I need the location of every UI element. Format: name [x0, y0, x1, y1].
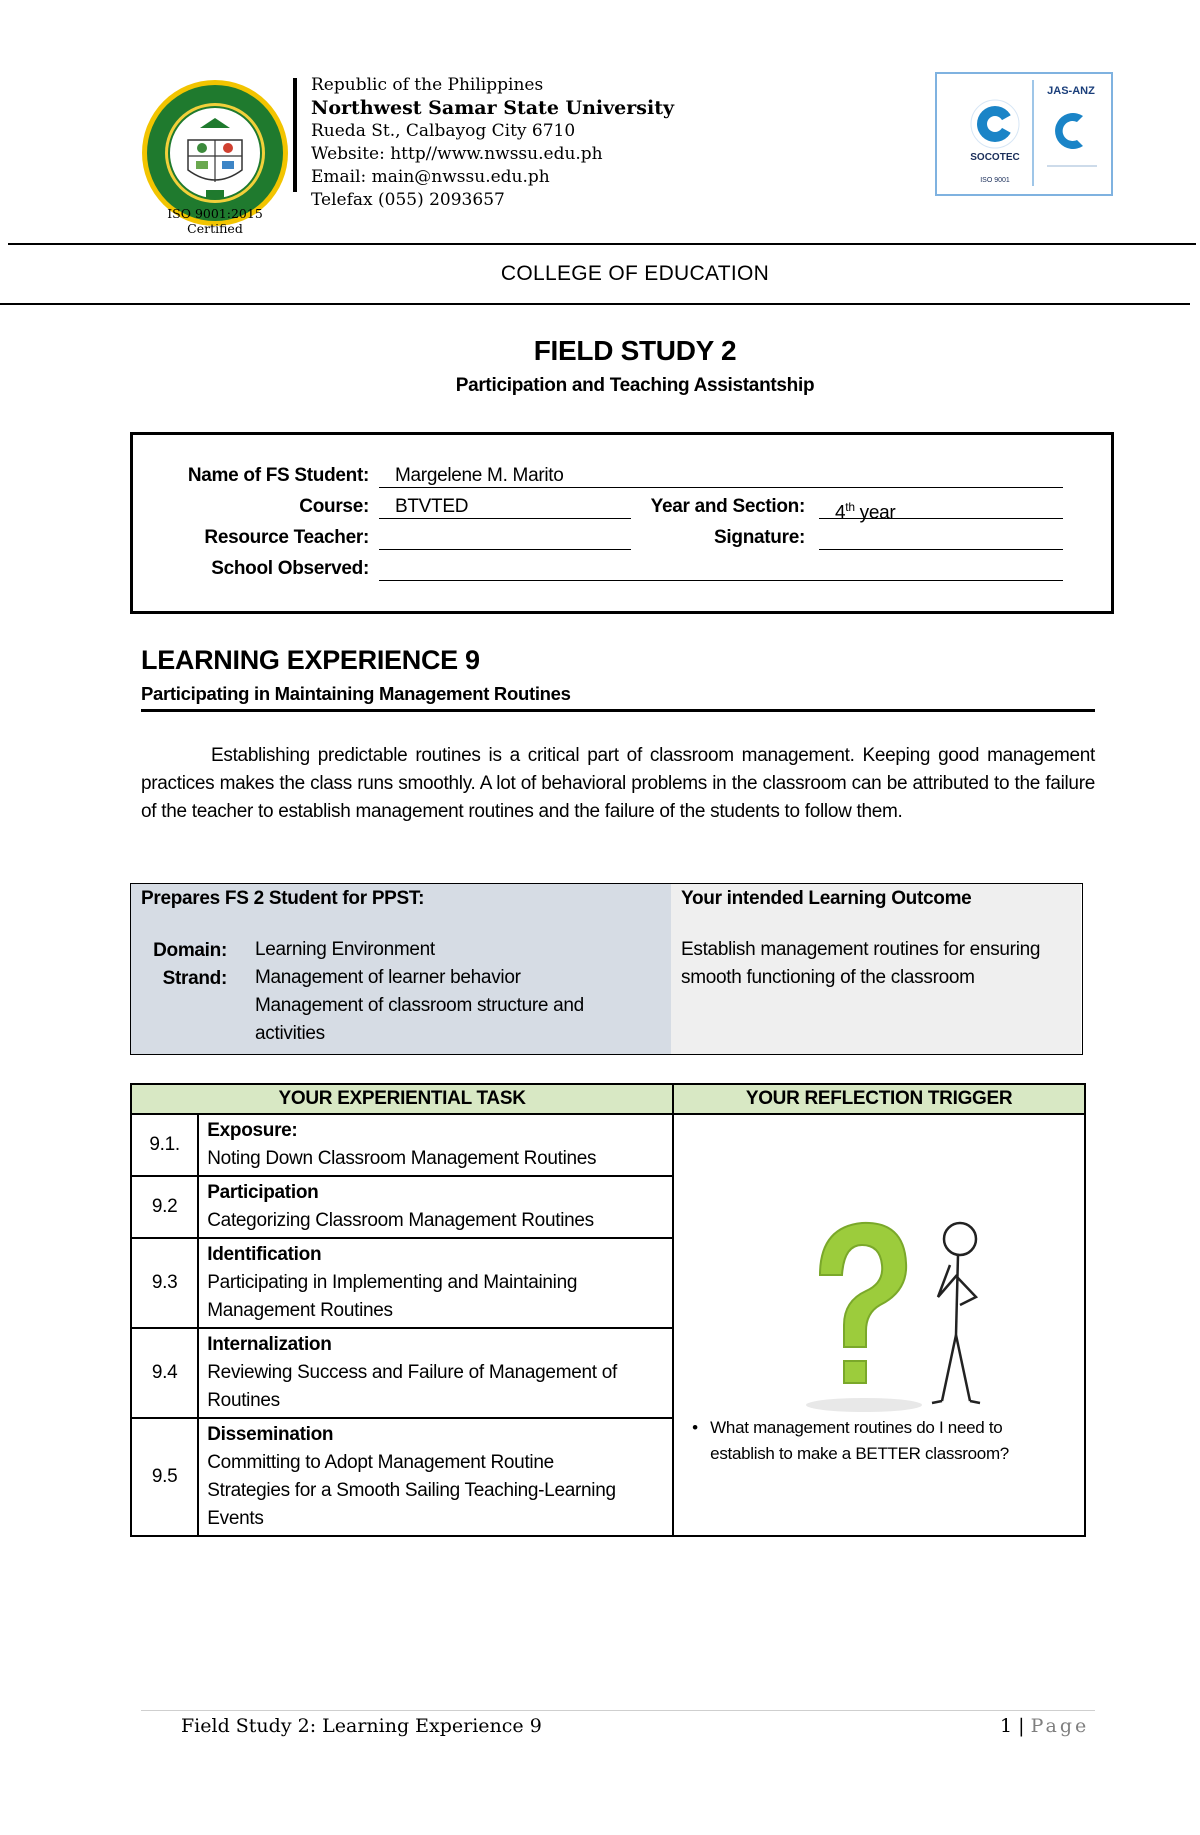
resource-teacher-field[interactable] — [379, 528, 631, 550]
learning-experience-subtitle: Participating in Maintaining Management Routines — [141, 683, 571, 704]
task-description — [198, 1328, 673, 1418]
university-address-block — [311, 74, 674, 212]
page-separator: | — [1012, 1715, 1031, 1737]
page-title: FIELD STUDY 2 — [533, 335, 737, 366]
task-line: Management Routines — [207, 1300, 393, 1321]
republic-text: Republic of the Philippines — [311, 75, 544, 95]
name-field[interactable]: Margelene M. Marito — [379, 466, 1063, 488]
task-table-header — [131, 1084, 1085, 1114]
strand-value-1: Management of learner behavior — [255, 967, 521, 988]
task-title: Internalization — [207, 1334, 332, 1355]
student-info-box — [130, 432, 1114, 614]
website-text: Website: http//www.nwssu.edu.ph — [311, 144, 603, 164]
ppst-table — [130, 883, 1083, 1055]
task-title: Participation — [207, 1182, 319, 1203]
year-section-label: Year and Section: — [650, 496, 805, 517]
task-line: Committing to Adopt Management Routine — [207, 1452, 554, 1473]
year-number: 4 — [835, 502, 846, 524]
task-title: Exposure: — [207, 1120, 298, 1141]
learning-experience-title: LEARNING EXPERIENCE 9 — [141, 645, 480, 675]
task-line: Strategies for a Smooth Sailing Teaching-Learning — [207, 1480, 616, 1501]
footer-title: Field Study 2: Learning Experience 9 — [181, 1715, 542, 1737]
bullet-icon: • — [692, 1418, 698, 1437]
course-field[interactable]: BTVTED — [379, 497, 631, 519]
task-description — [198, 1418, 673, 1536]
outcome-heading: Your intended Learning Outcome — [681, 888, 972, 909]
college-name: COLLEGE OF EDUCATION — [500, 262, 770, 285]
street-address: Rueda St., Calbayog City 6710 — [311, 121, 576, 141]
telefax-text: Telefax (055) 2093657 — [311, 190, 505, 210]
task-line: Routines — [207, 1390, 280, 1411]
socotec-text: SOCOTEC — [970, 152, 1020, 163]
reflection-question — [692, 1415, 1052, 1467]
certification-logo-graphic — [937, 74, 1111, 194]
header-rule-bottom — [0, 303, 1190, 305]
ppst-right-cell — [671, 884, 1081, 1054]
page-word: Page — [1030, 1715, 1090, 1737]
col-reflection-trigger: YOUR REFLECTION TRIGGER — [673, 1084, 1085, 1114]
page-number: 1 — [1000, 1715, 1013, 1737]
task-title: Identification — [207, 1244, 322, 1265]
task-line: Categorizing Classroom Management Routines — [207, 1210, 594, 1231]
jas-anz-text: JAS-ANZ — [1047, 85, 1095, 97]
certification-logos — [935, 72, 1113, 196]
task-line: Reviewing Success and Failure of Management of — [207, 1362, 617, 1383]
task-description — [198, 1176, 673, 1238]
email-text: Email: main@nwssu.edu.ph — [311, 167, 550, 187]
footer-rule — [141, 1710, 1095, 1711]
task-line: Noting Down Classroom Management Routines — [207, 1148, 597, 1169]
task-line: Events — [207, 1508, 264, 1529]
learning-experience-rule — [141, 709, 1095, 712]
task-number: 9.2 — [131, 1176, 198, 1238]
strand-label: Strand: — [162, 968, 227, 989]
outcome-line-2: smooth functioning of the classroom — [681, 967, 975, 988]
iso-9001-text: ISO 9001 — [980, 177, 1010, 184]
reflection-trigger-cell — [673, 1114, 1085, 1536]
signature-label: Signature: — [714, 527, 805, 548]
footer-page-number — [1000, 1715, 1089, 1737]
strand-value-3: activities — [255, 1023, 325, 1044]
year-suffix: th — [845, 500, 855, 514]
ppst-heading: Prepares FS 2 Student for PPST: — [141, 888, 425, 909]
resource-teacher-label: Resource Teacher: — [204, 527, 369, 548]
school-observed-label: School Observed: — [211, 558, 369, 579]
university-name: Northwest Samar State University — [311, 97, 675, 119]
task-title: Dissemination — [207, 1424, 334, 1445]
domain-label: Domain: — [153, 940, 227, 961]
table-row — [131, 1114, 1085, 1176]
year-section-field[interactable] — [819, 497, 1063, 524]
col-experiential-task: YOUR EXPERIENTIAL TASK — [131, 1084, 673, 1114]
domain-value: Learning Environment — [255, 939, 435, 960]
page-subtitle: Participation and Teaching Assistantship — [455, 375, 815, 396]
intro-paragraph — [141, 742, 1095, 826]
task-number: 9.5 — [131, 1418, 198, 1536]
seal-caption: ISO 9001:2015 Certified — [167, 206, 263, 236]
school-observed-field[interactable] — [379, 559, 1063, 581]
header-rule-top — [8, 243, 1196, 245]
header-divider — [293, 78, 297, 192]
experiential-task-table — [130, 1083, 1086, 1537]
course-label: Course: — [299, 496, 369, 517]
strand-value-2: Management of classroom structure and — [255, 995, 584, 1016]
task-number: 9.4 — [131, 1328, 198, 1418]
task-number: 9.1. — [131, 1114, 198, 1176]
task-description — [198, 1238, 673, 1328]
name-label: Name of FS Student: — [187, 465, 369, 486]
reflection-question-text: What management routines do I need to establish to make a BETTER classroom? — [710, 1418, 1009, 1463]
outcome-line-1: Establish management routines for ensuring — [681, 939, 1041, 960]
ppst-left-cell — [131, 884, 671, 1054]
thinking-figure-illustration — [800, 1205, 1000, 1435]
signature-field[interactable] — [819, 528, 1063, 550]
year-word: year — [854, 502, 896, 524]
task-description — [198, 1114, 673, 1176]
task-number: 9.3 — [131, 1238, 198, 1328]
intro-text: Establishing predictable routines is a critical part of classroom management. Keeping good management practices makes the class runs smoothly. A lot of behavioral problems in the classroom can be attributed to the failure of the teacher to establish management routines and the failure of the students to follow them. — [141, 745, 1095, 822]
task-line: Participating in Implementing and Maintaining — [207, 1272, 578, 1293]
